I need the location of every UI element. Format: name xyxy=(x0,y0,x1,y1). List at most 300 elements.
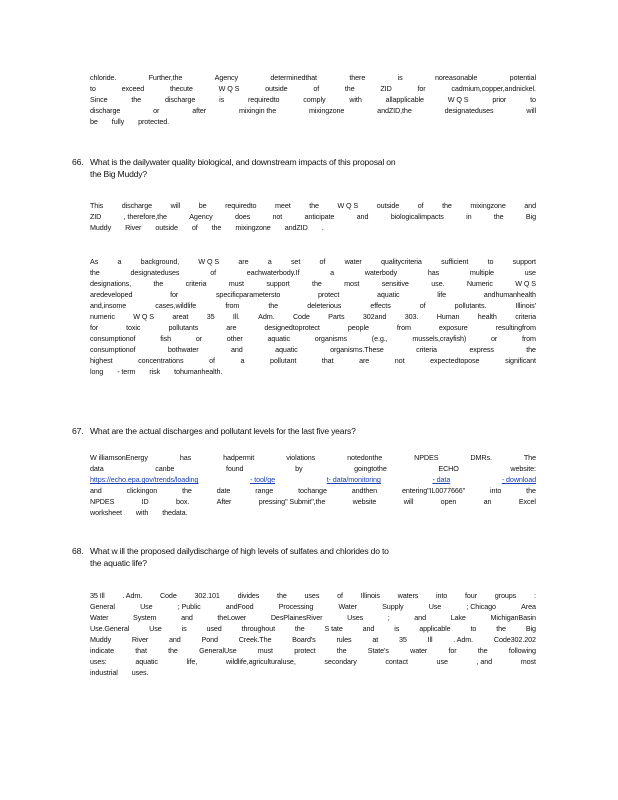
word: used xyxy=(206,624,222,633)
word: rules xyxy=(336,635,352,644)
text-line xyxy=(90,496,536,507)
word: meet xyxy=(275,201,291,210)
link-text[interactable]: https://echo.epa.gov/trends/loading xyxy=(90,475,199,484)
word: : xyxy=(533,591,536,600)
word: Numeric xyxy=(466,279,493,288)
word: with xyxy=(135,508,149,517)
word: the xyxy=(442,201,452,210)
word: consumptionof xyxy=(90,334,136,343)
word: consumptionof xyxy=(90,345,136,354)
word: of xyxy=(419,301,426,310)
text-line xyxy=(90,333,536,344)
text-line xyxy=(90,289,536,300)
word: W Q S xyxy=(198,257,220,266)
word: andZID xyxy=(284,223,308,232)
text-line xyxy=(90,311,536,322)
word: and xyxy=(231,345,243,354)
word: ; Public xyxy=(177,602,201,611)
word: Area xyxy=(521,602,536,611)
word: violations xyxy=(286,453,316,462)
word: a xyxy=(117,257,122,266)
word: aquatic xyxy=(275,345,298,354)
word: to xyxy=(530,95,536,104)
word: . Adm. xyxy=(453,635,474,644)
word: mixingzone xyxy=(470,201,506,210)
word: for xyxy=(170,290,179,299)
text-line xyxy=(90,667,536,678)
text-line xyxy=(90,485,536,496)
word: the xyxy=(344,84,355,93)
word: requiredto xyxy=(225,201,257,210)
word: life, xyxy=(186,657,198,666)
question-text-continued: the Big Muddy? xyxy=(90,169,147,179)
word: 35 xyxy=(206,312,215,321)
word: , and xyxy=(476,657,493,666)
word: 35 Ill xyxy=(90,591,105,600)
word: of xyxy=(210,268,216,277)
word: significant xyxy=(505,356,536,365)
word: specificparametersto xyxy=(215,290,281,299)
word: a xyxy=(267,257,272,266)
word: the xyxy=(182,486,192,495)
word: Pond xyxy=(201,635,218,644)
question-68 xyxy=(72,545,542,569)
word: Supply xyxy=(382,602,404,611)
word: worksheet xyxy=(90,508,122,517)
text-line xyxy=(90,366,536,377)
word: W Q S xyxy=(218,84,240,93)
text-line xyxy=(90,623,536,634)
word: Further,the xyxy=(148,73,183,82)
word: canbe xyxy=(155,464,175,473)
word: to xyxy=(470,624,477,633)
word: found xyxy=(225,464,244,473)
word: has xyxy=(427,268,440,277)
word: be xyxy=(90,117,98,126)
word: use xyxy=(436,657,448,666)
word: Use xyxy=(428,602,442,611)
word: Excel xyxy=(518,497,536,506)
text-line xyxy=(90,72,536,83)
word: discharge xyxy=(90,106,121,115)
word: outside xyxy=(376,201,400,210)
word: andZID,the xyxy=(377,106,412,115)
word: entering"IL0077666" xyxy=(401,486,466,495)
word: requiredto xyxy=(248,95,280,104)
word: deleterious xyxy=(307,301,342,310)
word: and xyxy=(524,201,536,210)
word: andhumanhealth xyxy=(483,290,536,299)
word: uses xyxy=(304,591,320,600)
word: life xyxy=(437,290,447,299)
word: W Q S xyxy=(515,279,536,288)
word: ID xyxy=(141,497,149,506)
word: contact xyxy=(385,657,408,666)
word: and xyxy=(356,212,369,221)
word: criteria xyxy=(416,345,437,354)
word: health xyxy=(477,312,497,321)
word: of xyxy=(191,223,198,232)
word: clickingon xyxy=(126,486,158,495)
word: S tate xyxy=(324,624,343,633)
echo-website-link[interactable] xyxy=(90,474,536,485)
word: qualitycriteria xyxy=(380,257,422,266)
word: Creek.The xyxy=(238,635,272,644)
word: waterbody xyxy=(364,268,398,277)
word: website xyxy=(352,497,377,506)
word: groups xyxy=(494,591,517,600)
word: mussels,crayfish) xyxy=(412,334,467,343)
word: for xyxy=(90,323,99,332)
text-line xyxy=(90,322,536,333)
word: most xyxy=(344,279,360,288)
word: long xyxy=(90,367,104,376)
word: fish xyxy=(160,334,172,343)
word: Illinois xyxy=(360,591,380,600)
word: protect xyxy=(294,646,316,655)
word: data xyxy=(90,464,104,473)
word: and xyxy=(362,624,375,633)
word: fully xyxy=(111,117,125,126)
text-line xyxy=(90,116,536,127)
word: background, xyxy=(140,257,180,266)
word: andFood xyxy=(225,602,254,611)
word: River xyxy=(125,223,142,232)
word: Big xyxy=(525,212,536,221)
word: the xyxy=(294,624,305,633)
word: the xyxy=(493,212,504,221)
word: multiple xyxy=(469,268,494,277)
word: will xyxy=(526,106,536,115)
word: criteria xyxy=(515,312,536,321)
paragraph-67-answer xyxy=(90,452,536,518)
word: are xyxy=(226,323,237,332)
word: highest xyxy=(90,356,113,365)
word: waters xyxy=(397,591,419,600)
word: the xyxy=(153,279,164,288)
word: uses. xyxy=(131,668,149,677)
word: express xyxy=(469,345,494,354)
word: Muddy xyxy=(90,223,112,232)
word: The xyxy=(523,453,536,462)
word: , therefore,the xyxy=(123,212,167,221)
word: are xyxy=(359,356,370,365)
word: or xyxy=(490,334,498,343)
word: date xyxy=(216,486,231,495)
word: and xyxy=(414,613,426,622)
word: to xyxy=(90,84,96,93)
word: is xyxy=(181,624,187,633)
word: notedonthe xyxy=(347,453,383,462)
word: and xyxy=(168,635,181,644)
word: 303. xyxy=(404,312,419,321)
word: NPDES xyxy=(414,453,439,462)
word: ; xyxy=(387,613,390,622)
word: water xyxy=(344,257,362,266)
word: cadmium,copper,andnickel. xyxy=(451,84,536,93)
word: throughout xyxy=(241,624,275,633)
word: This xyxy=(90,201,104,210)
word: at xyxy=(372,635,379,644)
word: be xyxy=(198,201,207,210)
word: range xyxy=(255,486,274,495)
question-number: 68. xyxy=(72,546,84,556)
word: the xyxy=(526,345,536,354)
word: (e.g., xyxy=(371,334,388,343)
word: in xyxy=(466,212,472,221)
word: pressing" Submit",the xyxy=(258,497,326,506)
word: the xyxy=(131,95,142,104)
word: that xyxy=(135,646,147,655)
word: are xyxy=(238,257,249,266)
word: designedtoprotect xyxy=(264,323,320,332)
word: will xyxy=(170,201,181,210)
word: anticipate xyxy=(304,212,335,221)
text-line xyxy=(90,94,536,105)
link-text[interactable]: t- data/monitoring xyxy=(326,475,381,484)
text-line xyxy=(90,355,536,366)
word: mixingzone xyxy=(235,223,271,232)
word: from xyxy=(225,301,240,310)
word: tochange xyxy=(298,486,327,495)
word: the xyxy=(211,223,222,232)
word: use. xyxy=(431,279,445,288)
word: outside xyxy=(265,84,288,93)
word: W Q S xyxy=(337,201,359,210)
word: not xyxy=(394,356,405,365)
word: organisms xyxy=(314,334,347,343)
word: discharge xyxy=(164,95,196,104)
text-line xyxy=(90,200,536,211)
text-line xyxy=(90,211,536,222)
word: after xyxy=(192,106,207,115)
word: indicate xyxy=(90,646,114,655)
word: of xyxy=(417,201,424,210)
word: uses: xyxy=(90,657,107,666)
text-line xyxy=(90,300,536,311)
word: General xyxy=(90,602,115,611)
word: numeric xyxy=(90,312,115,321)
word: After xyxy=(216,497,232,506)
word: determinedthat xyxy=(270,73,317,82)
word: the xyxy=(168,646,178,655)
word: cases,wildlife xyxy=(155,301,197,310)
word: biologicalimpacts xyxy=(390,212,444,221)
word: designateduses xyxy=(444,106,494,115)
word: to xyxy=(487,257,494,266)
word: the xyxy=(477,646,488,655)
question-text: What is the dailywater quality biological, and downstream impacts of this proposal on xyxy=(90,157,396,167)
word: with xyxy=(349,95,362,104)
word: 35 xyxy=(398,635,407,644)
question-number: 66. xyxy=(72,157,84,167)
word: Parts xyxy=(328,312,345,321)
text-line xyxy=(90,645,536,656)
word: is xyxy=(397,73,403,82)
word: toxic xyxy=(126,323,141,332)
word: of xyxy=(209,356,215,365)
word: the xyxy=(90,268,100,277)
word: or xyxy=(195,334,203,343)
word: of xyxy=(319,257,326,266)
word: ECHO xyxy=(438,464,459,473)
word: potential xyxy=(509,73,536,82)
word: and,insome xyxy=(90,301,127,310)
word: the xyxy=(268,301,279,310)
word: pollutant xyxy=(269,356,297,365)
word: exposure xyxy=(438,323,468,332)
word: prior xyxy=(492,95,507,104)
word: W Q S xyxy=(133,312,154,321)
text-line xyxy=(90,590,536,601)
word: Human xyxy=(436,312,460,321)
word: Adm. xyxy=(258,312,275,321)
word: System xyxy=(133,613,157,622)
word: water xyxy=(410,646,428,655)
word: other xyxy=(226,334,243,343)
word: effects xyxy=(370,301,391,310)
word: the xyxy=(312,279,322,288)
word: risk xyxy=(149,367,161,376)
word: Use xyxy=(140,602,153,611)
word: goingtothe xyxy=(354,464,387,473)
word: a xyxy=(240,356,245,365)
word: expectedtopose xyxy=(430,356,480,365)
word: concentrations xyxy=(138,356,184,365)
text-line xyxy=(90,601,536,612)
word: theLower xyxy=(217,613,247,622)
word: As xyxy=(90,257,99,266)
word: following xyxy=(508,646,536,655)
word: organisms.These xyxy=(330,345,384,354)
word: pollutants. xyxy=(454,301,487,310)
text-line xyxy=(90,222,536,233)
word: . Adm. xyxy=(122,591,143,600)
word: chloride. xyxy=(90,73,117,82)
word: Code xyxy=(159,591,177,600)
word: an xyxy=(483,497,492,506)
word: ; Chicago xyxy=(466,602,496,611)
question-text: What w ill the proposed dailydischarge of high levels of sulfates and chlorides do to xyxy=(90,546,389,556)
word: State's xyxy=(367,646,389,655)
word: the xyxy=(309,201,319,210)
word: thedata. xyxy=(162,508,188,517)
paragraph-66-answer xyxy=(90,200,536,233)
word: use xyxy=(524,268,536,277)
word: Code xyxy=(292,312,310,321)
question-number: 67. xyxy=(72,426,84,436)
link-text[interactable]: - tool/ge xyxy=(250,475,276,484)
word: areat xyxy=(172,312,189,321)
word: four xyxy=(465,591,477,600)
word: people xyxy=(347,323,369,332)
word: Code302.202 xyxy=(493,635,536,644)
word: Ill xyxy=(427,635,433,644)
word: is xyxy=(219,95,225,104)
word: criteria xyxy=(185,279,207,288)
word: of xyxy=(337,591,343,600)
word: designateduses xyxy=(130,268,180,277)
word: mixingzone xyxy=(308,106,345,115)
word: Agency xyxy=(214,73,239,82)
word: Water xyxy=(90,613,109,622)
text-line xyxy=(90,612,536,623)
word: box. xyxy=(176,497,190,506)
word: hadpermit xyxy=(223,453,255,462)
word: Muddy xyxy=(90,635,112,644)
word: tohumanhealth. xyxy=(174,367,223,376)
word: there xyxy=(349,73,366,82)
word: exceed xyxy=(121,84,145,93)
question-text: What are the actual discharges and pollutant levels for the last five years? xyxy=(90,426,356,436)
word: DMRs. xyxy=(470,453,492,462)
word: aquatic xyxy=(377,290,400,299)
paragraph-chloride-conclusion xyxy=(90,72,536,127)
word: a xyxy=(330,268,335,277)
word: aquatic xyxy=(135,657,158,666)
word: . xyxy=(321,223,324,232)
word: support xyxy=(266,279,290,288)
word: pollutants xyxy=(168,323,199,332)
word: most xyxy=(520,657,536,666)
link-text[interactable]: - download xyxy=(501,475,536,484)
link-text[interactable]: - data xyxy=(432,475,451,484)
word: mixingin the xyxy=(238,106,277,115)
word: noreasonable xyxy=(434,73,478,82)
word: has xyxy=(179,453,192,462)
word: open xyxy=(440,497,457,506)
word: the xyxy=(496,624,506,633)
word: aredeveloped xyxy=(90,290,133,299)
word: and xyxy=(90,486,102,495)
text-line xyxy=(90,278,536,289)
word: eachwaterbody.If xyxy=(246,268,300,277)
word: bothwater xyxy=(167,345,199,354)
word: for xyxy=(448,646,457,655)
word: Agency xyxy=(189,212,213,221)
word: discharge xyxy=(121,201,153,210)
word: secondary xyxy=(324,657,357,666)
word: Processing xyxy=(278,602,314,611)
word: ZID xyxy=(90,212,102,221)
word: Uses xyxy=(347,613,364,622)
word: thecute xyxy=(169,84,193,93)
text-line xyxy=(90,656,536,667)
text-line xyxy=(90,267,536,278)
text-line xyxy=(90,256,536,267)
word: or xyxy=(153,106,160,115)
word: Lake xyxy=(450,613,466,622)
word: 302.101 xyxy=(194,591,220,600)
text-line xyxy=(90,634,536,645)
word: Since xyxy=(90,95,108,104)
word: designations, xyxy=(90,279,132,288)
word: allapplicable xyxy=(385,95,424,104)
word: NPDES xyxy=(90,497,115,506)
word: the xyxy=(526,486,536,495)
text-line xyxy=(90,105,536,116)
word: aquatic xyxy=(267,334,290,343)
word: Use.General xyxy=(90,624,130,633)
word: Ill. xyxy=(232,312,240,321)
word: of xyxy=(313,84,320,93)
word: 302and xyxy=(362,312,387,321)
word: industrial xyxy=(90,668,118,677)
word: is xyxy=(394,624,400,633)
word: must xyxy=(228,279,244,288)
word: MichiganBasin xyxy=(490,613,536,622)
word: W illiamsonEnergy xyxy=(90,453,148,462)
